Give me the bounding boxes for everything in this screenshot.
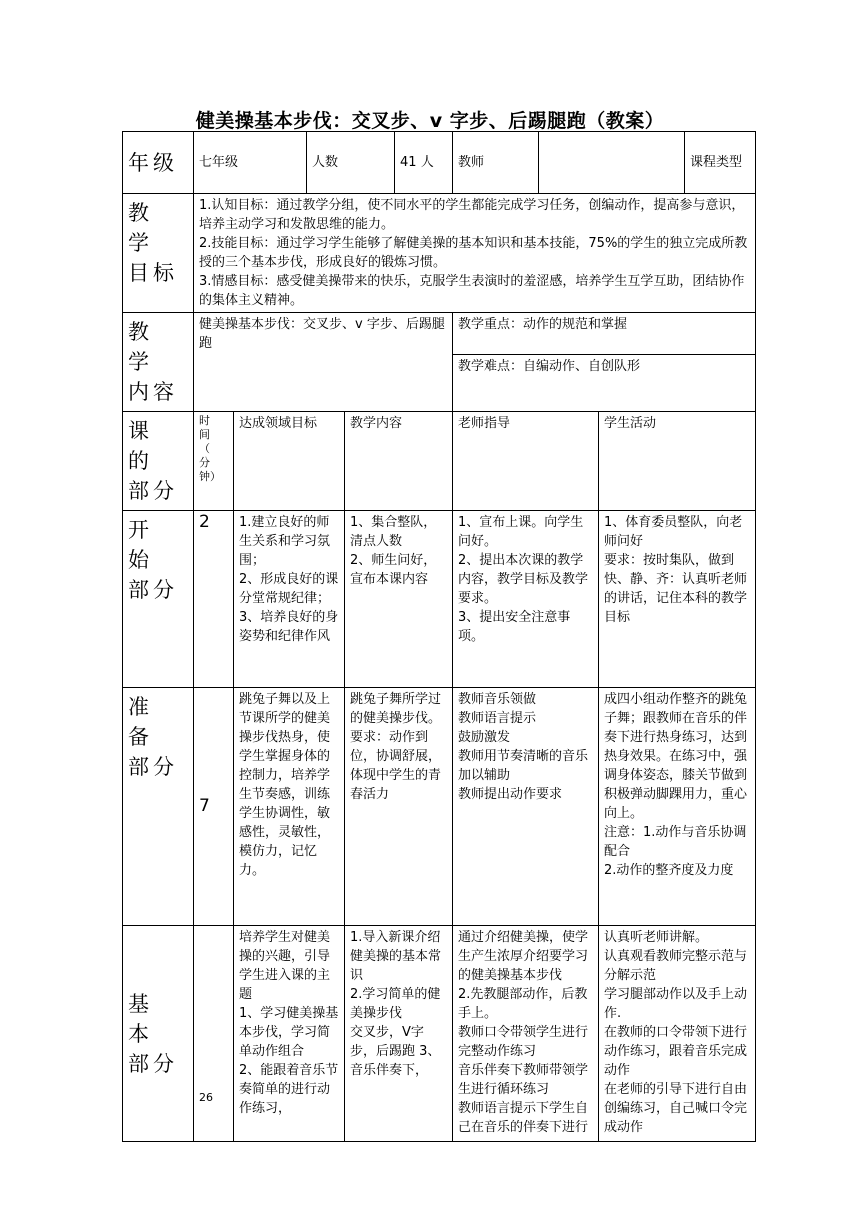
table-row bbox=[123, 511, 756, 688]
course-type bbox=[685, 132, 756, 194]
row-goal: 跳兔子舞以及上节课所学的健美操步伐热身，使学生掌握身体的控制力，培养学生节奏感，训练学生协调性，敏感性，灵敏性，模仿力，记忆力。 bbox=[234, 688, 345, 926]
row-teaching: 1.导入新课介绍健美操的基本常识 2.学习简单的健美操步伐 交叉步，V字步，后踢跑 3、音乐伴奏下， bbox=[345, 926, 453, 1142]
row-time: 26 bbox=[194, 926, 234, 1142]
col-section: 课 的 部分 bbox=[123, 412, 194, 511]
row-section: 准 备 部分 bbox=[123, 688, 194, 926]
course-type-label: 课程类型 bbox=[690, 155, 743, 170]
grade-value: 七年级 bbox=[194, 132, 307, 194]
row-activity: 认真听老师讲解。 认真观看教师完整示范与分解示范 学习腿部动作以及手上动作. 在教师的口令带领下进行动作练习，跟着音乐完成动作 在老师的引导下进行自由创编练习，自己喊口令完成动作 bbox=[599, 926, 756, 1142]
teacher-value bbox=[539, 132, 685, 194]
col-goal: 达成领域目标 bbox=[234, 412, 345, 511]
row-guide: 1、宣布上课。向学生问好。 2、提出本次课的教学内容，教学目标及教学要求。 3、提出安全注意事项。 bbox=[453, 511, 599, 688]
row-time: 2 bbox=[194, 511, 234, 688]
row-teaching: 跳兔子舞所学过的健美操步伐。 要求：动作到位，协调舒展，体现中学生的青春活力 bbox=[345, 688, 453, 926]
count-value: 41 人 bbox=[395, 132, 453, 194]
row-goal: 培养学生对健美操的兴趣，引导学生进入课的主题 1、学习健美操基本步伐，学习简单动作组合 2、能跟着音乐节奏简单的进行动作练习， bbox=[234, 926, 345, 1142]
lesson-plan-table bbox=[122, 131, 756, 1142]
row-activity: 成四小组动作整齐的跳兔子舞；跟教师在音乐的伴奏下进行热身练习，达到热身效果。在练习中，强调身体姿态，膝关节做到积极弹动脚踝用力，重心向上。 注意：1.动作与音乐协调配合 2.动作的整齐度及力度 bbox=[599, 688, 756, 926]
teacher-label: 教师 bbox=[453, 132, 539, 194]
key-point: 教学重点：动作的规范和掌握 bbox=[453, 313, 756, 355]
table-row bbox=[123, 926, 756, 1142]
table-row bbox=[123, 688, 756, 926]
col-activity: 学生活动 bbox=[599, 412, 756, 511]
content-row bbox=[123, 313, 756, 355]
column-header-row bbox=[123, 412, 756, 511]
header-row bbox=[123, 132, 756, 194]
col-time: 时 间 （ 分 钟） bbox=[194, 412, 234, 511]
row-goal: 1.建立良好的师生关系和学习氛围； 2、形成良好的课分堂常规纪律； 3、培养良好的身姿势和纪律作风 bbox=[234, 511, 345, 688]
row-activity: 1、体育委员整队，向老师问好 要求：按时集队，做到快、静、齐：认真听老师的讲话，记住本科的教学目标 bbox=[599, 511, 756, 688]
row-section: 基 本 部分 bbox=[123, 926, 194, 1142]
page-title: 健美操基本步伐：交叉步、v 字步、后踢腿跑（教案） bbox=[195, 110, 665, 132]
row-guide: 通过介绍健美操，使学生产生浓厚介绍要学习的健美操基本步伐 2.先教腿部动作，后教手上。 教师口令带领学生进行完整动作练习 音乐伴奏下教师带领学生进行循环练习 教师语言提示下学生自己在音乐的伴奏下进行 bbox=[453, 926, 599, 1142]
row-section: 开 始 部分 bbox=[123, 511, 194, 688]
objectives-text: 1.认知目标：通过教学分组，使不同水平的学生都能完成学习任务，创编动作，提高参与意识，培养主动学习和发散思维的能力。 2.技能目标：通过学习学生能够了解健美操的基本知识和基本技能，75%的学生的独立完成所教授的三个基本步伐，形成良好的锻炼习惯。 3.情感目标：感受健美操带来的快乐，克服学生表演时的羞涩感，培养学生互学互助，团结协作的集体主义精神。 bbox=[194, 194, 756, 313]
objectives-label: 教 学 目标 bbox=[123, 194, 194, 313]
row-teaching: 1、集合整队，清点人数 2、师生问好，宣布本课内容 bbox=[345, 511, 453, 688]
col-teaching: 教学内容 bbox=[345, 412, 453, 511]
row-time: 7 bbox=[194, 688, 234, 926]
objectives-row bbox=[123, 194, 756, 313]
difficulty: 教学难点：自编动作、自创队形 bbox=[453, 354, 756, 411]
col-guide: 老师指导 bbox=[453, 412, 599, 511]
row-guide: 教师音乐领做 教师语言提示 鼓励激发 教师用节奏清晰的音乐加以辅助 教师提出动作要求 bbox=[453, 688, 599, 926]
count-label: 人数 bbox=[307, 132, 395, 194]
content-text: 健美操基本步伐：交叉步、v 字步、后踢腿跑 bbox=[194, 313, 453, 412]
content-label: 教 学 内容 bbox=[123, 313, 194, 412]
grade-label: 年级 bbox=[123, 132, 194, 194]
